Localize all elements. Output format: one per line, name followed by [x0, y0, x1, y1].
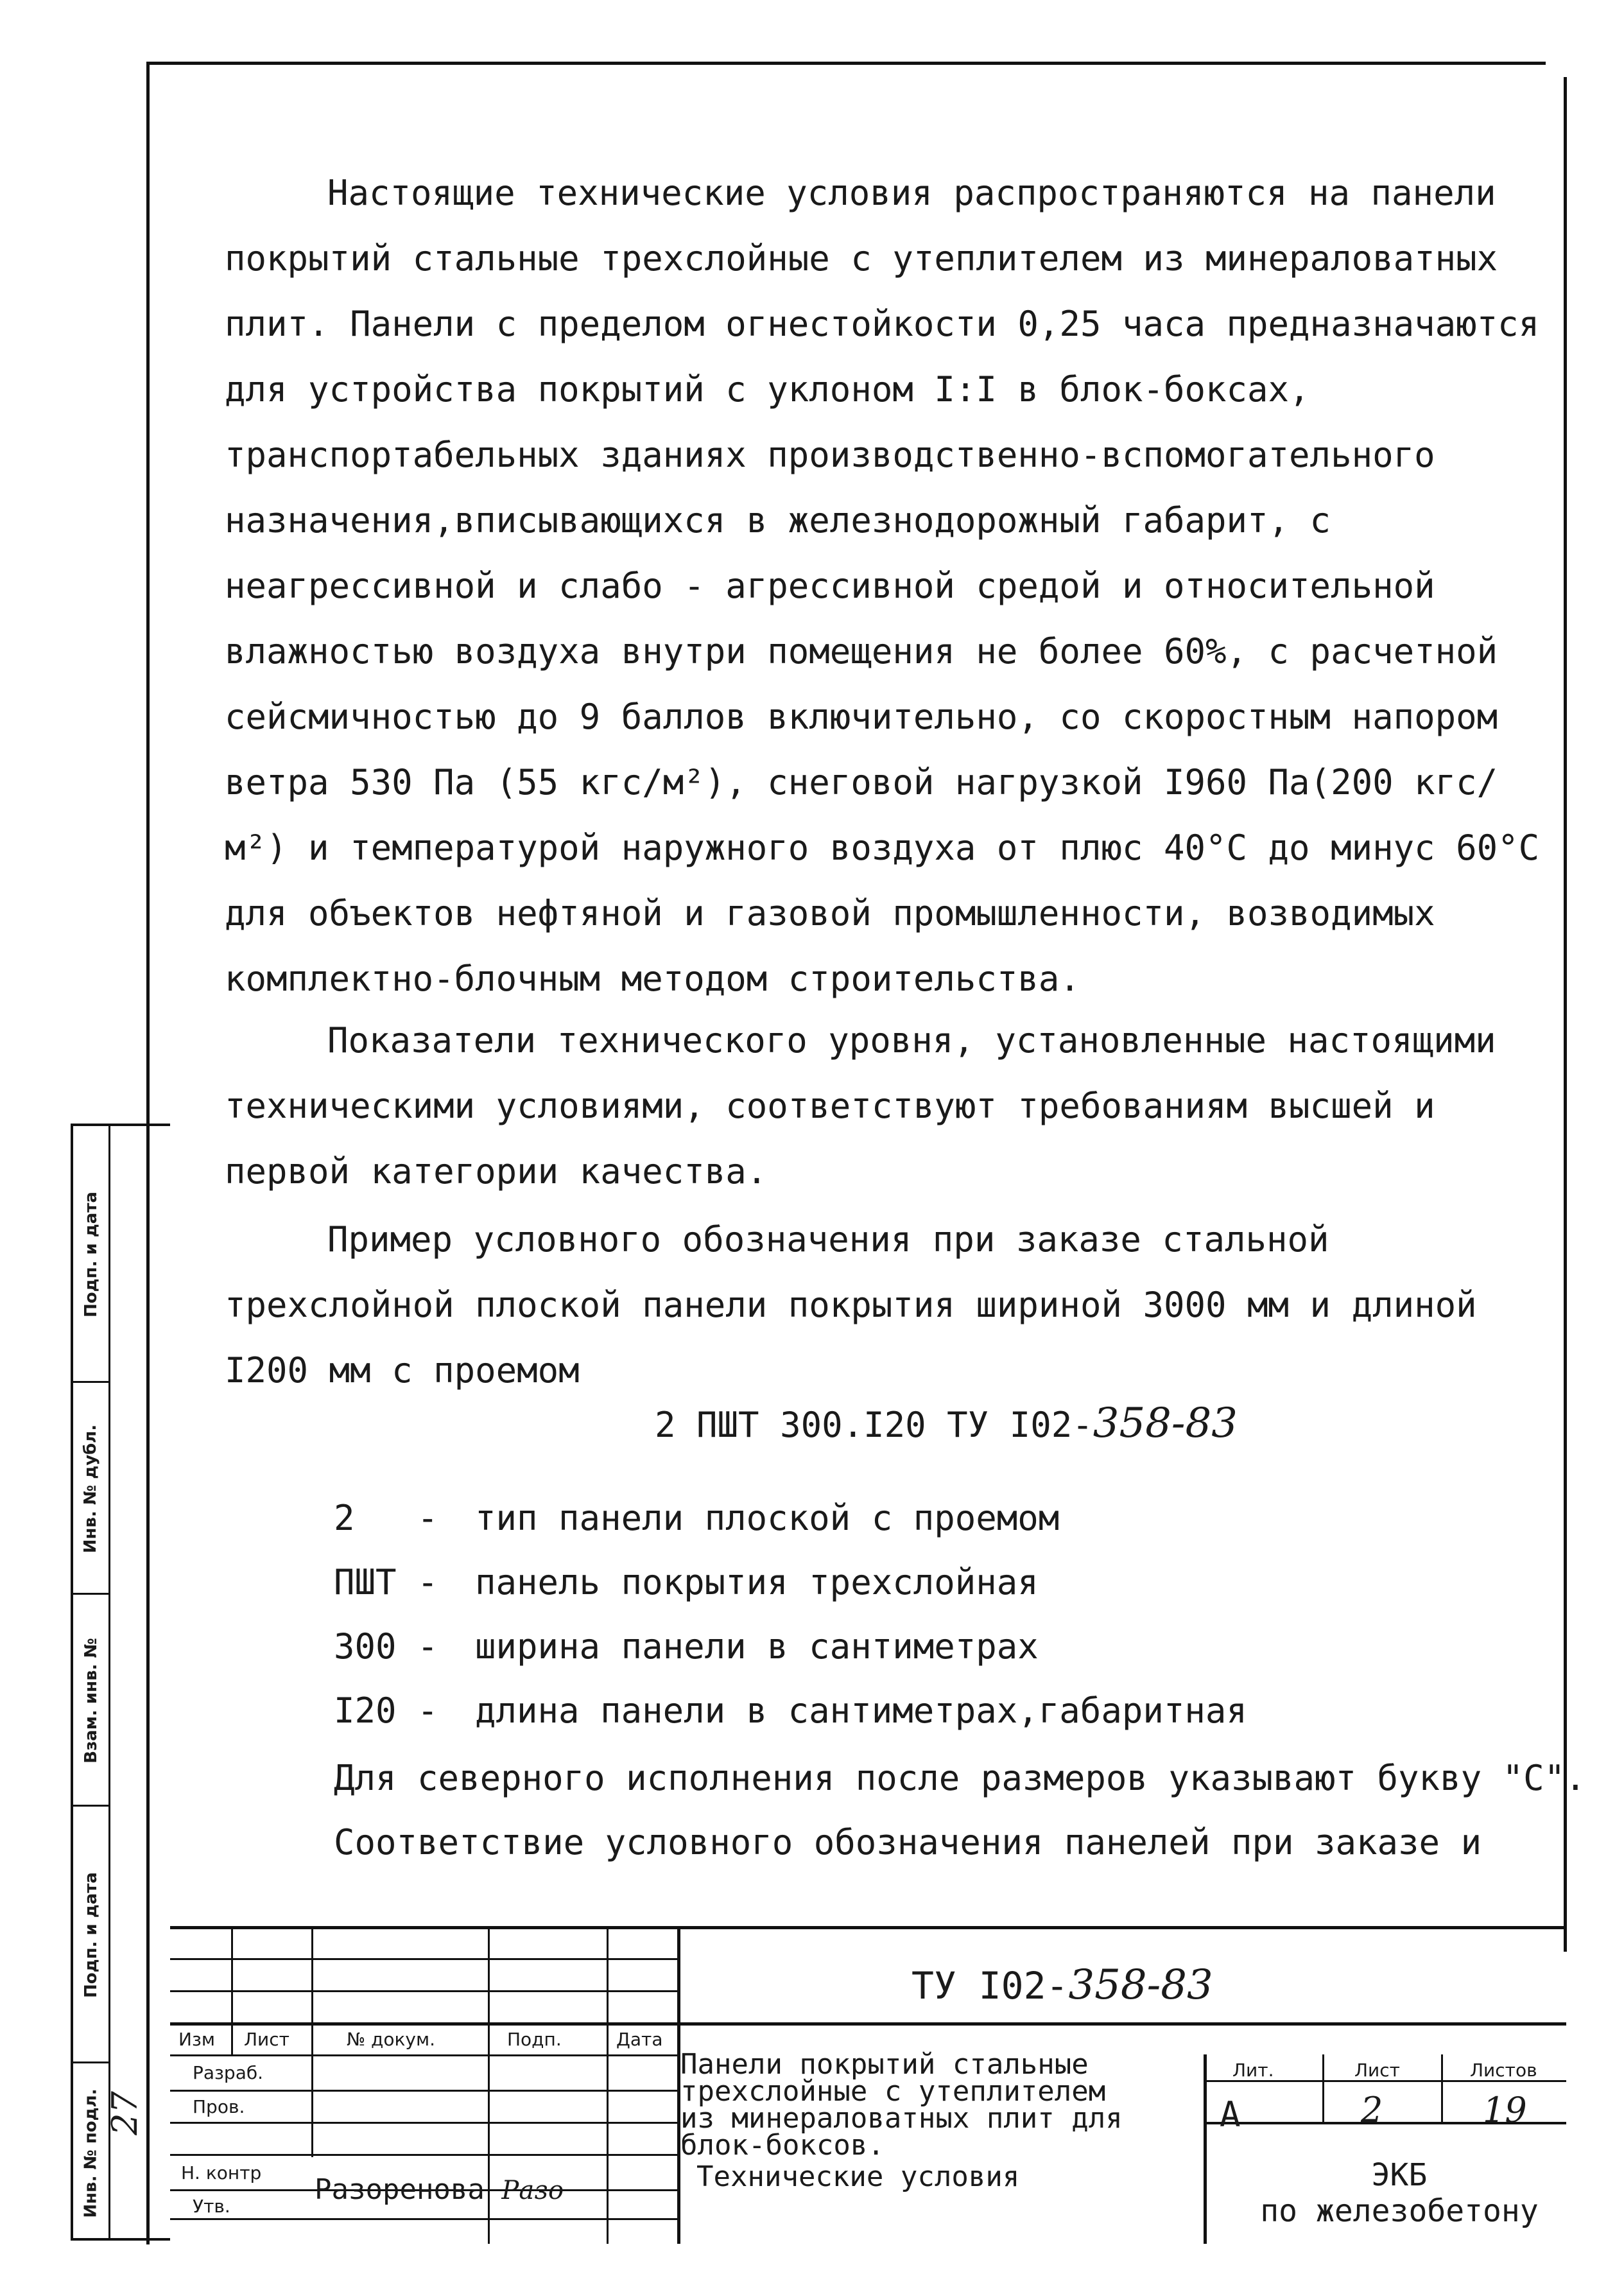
legend-item: ПШТ - панель покрытия трехслойная	[334, 1562, 1039, 1602]
frame-top-border	[146, 62, 1546, 65]
legend-item: 300 - ширина панели в сантиметрах	[334, 1626, 1039, 1667]
side-stamp	[71, 1124, 170, 2241]
signature: Разо	[501, 2176, 564, 2205]
side-label-orig-inv: Инв. № подл.	[81, 2088, 101, 2218]
col-sheets-header: Листов	[1470, 2060, 1537, 2081]
paragraph-scope: Настоящие технические условия распространяются на панели покрытий стальные трехслойные с утеплителем из минераловатных плит. Панели с пределом огнестойкости 0,25 часа предназначаются для устройства покрытий с уклоном I:I в блок-боксах, транспортабельных зданиях производственно-вспомогательного назначения,вписывающихся в железнодорожный габарит, с неагрессивной и слабо - агрессивной средой и относительной влажностью воздуха внутри помещения не более 60%, с расчетной сейсмичностью до 9 баллов включительно, со скоростным напором ветра 530 Па (55 кгс/м²), снеговой нагрузкой I960 Па(200 кгс/м²) и температурой наружного воздуха от плюс 40°С до минус 60°С для объектов нефтяной и газовой промышленности, возводимых комплектно-блочным методом строительства.	[225, 173, 1540, 999]
header-sign: Подп.	[507, 2029, 562, 2050]
document-code: ТУ I02-358-83	[911, 1961, 1213, 2009]
doc-letter: А	[1220, 2094, 1241, 2135]
designation-example	[655, 1400, 1238, 1447]
paragraph-quality: Показатели технического уровня, установленные настоящими техническими условиями, соответствуют требованиям высшей и первой категории качества.	[225, 1020, 1496, 1192]
designation-printed: 2 ПШТ 300.I20 ТУ I02-	[655, 1405, 1093, 1445]
document-title: Панели покрытий стальные трехслойные с утеплителем из минераловатных плит для блок-боксов.	[680, 2048, 1123, 2162]
organization: ЭКБ по железобетону	[1260, 2157, 1539, 2229]
header-date: Дата	[616, 2029, 663, 2050]
document-subtitle: Технические условия	[696, 2160, 1020, 2193]
role-approver: Утв.	[193, 2196, 230, 2217]
header-doc-no: № докум.	[347, 2029, 436, 2050]
col-sheet-header: Лист	[1354, 2060, 1400, 2081]
nkontr-name: Разоренова Разо	[315, 2173, 564, 2206]
legend-item: 2 - тип панели плоской с проемом	[334, 1498, 1060, 1538]
side-label-sign-date-2: Подп. и дата	[81, 1872, 101, 1998]
role-norm-control: Н. контр	[181, 2162, 262, 2183]
frame-right-border	[1564, 77, 1567, 1952]
legend-item: I20 - длина панели в сантиметрах,габаритная	[334, 1690, 1247, 1731]
col-letter-header: Лит.	[1232, 2060, 1274, 2081]
side-label-dup-inv: Инв. № дубл.	[81, 1424, 101, 1554]
inventory-number: 27	[104, 2091, 145, 2135]
tail-line-correspondence: Соответствие условного обозначения панелей при заказе и	[334, 1822, 1482, 1862]
header-izm: Изм	[178, 2029, 215, 2050]
designation-handwritten: 358-83	[1093, 1400, 1238, 1447]
side-label-sign-date: Подп. и дата	[81, 1192, 101, 1317]
paragraph-example: Пример условного обозначения при заказе стальной трехслойной плоской панели покрытия шириной 3000 мм и длиной I200 мм с проемом	[225, 1219, 1477, 1391]
tail-line-north: Для северного исполнения после размеров указывают букву "С".	[334, 1758, 1586, 1798]
role-checker: Пров.	[193, 2096, 245, 2117]
role-developer: Разраб.	[193, 2062, 264, 2083]
header-list: Лист	[244, 2029, 289, 2050]
sheets-total: 19	[1483, 2090, 1527, 2130]
sheet-number: 2	[1361, 2090, 1383, 2130]
side-label-replace-inv: Взам. инв. №	[81, 1638, 101, 1764]
